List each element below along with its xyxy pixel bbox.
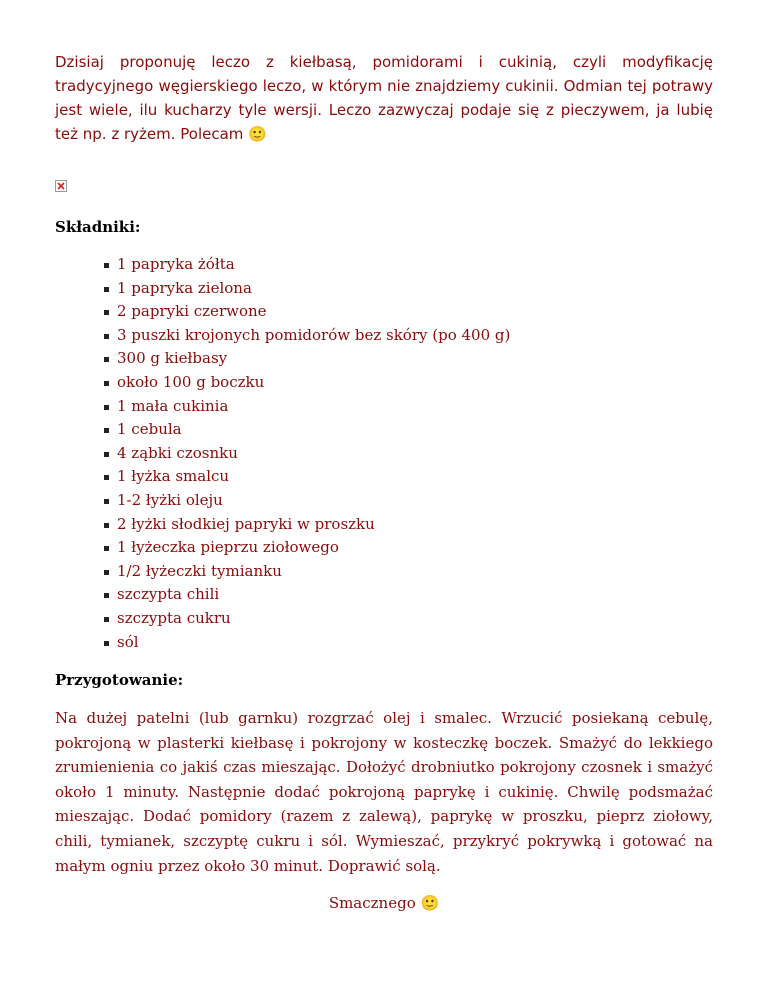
- list-item: [102, 536, 713, 560]
- ingredient-text: 300 g kiełbasy: [117, 349, 228, 368]
- list-item: [102, 560, 713, 584]
- list-item: [102, 442, 713, 466]
- list-item: [102, 489, 713, 513]
- list-item: [102, 253, 713, 277]
- ingredient-text: 1-2 łyżki oleju: [117, 490, 223, 509]
- list-item: [102, 583, 713, 607]
- bullet-icon: [104, 405, 109, 410]
- bullet-icon: [104, 428, 109, 433]
- bullet-icon: [104, 381, 109, 386]
- bullet-icon: [104, 475, 109, 480]
- ingredient-text: szczypta chili: [117, 585, 220, 604]
- bullet-icon: [104, 334, 109, 339]
- list-item: [102, 395, 713, 419]
- list-item: [102, 371, 713, 395]
- ingredient-text: 1 mała cukinia: [117, 396, 229, 415]
- list-item: [102, 418, 713, 442]
- ingredient-text: 2 łyżki słodkiej papryki w proszku: [117, 514, 375, 533]
- list-item: [102, 324, 713, 348]
- ingredient-text: 4 ząbki czosnku: [117, 443, 238, 462]
- ingredients-heading: Składniki:: [55, 218, 141, 236]
- bullet-icon: [104, 546, 109, 551]
- ingredient-text: 2 papryki czerwone: [117, 302, 267, 321]
- ingredient-text: 1 cebula: [117, 420, 182, 439]
- ingredient-text: 3 puszki krojonych pomidorów bez skóry (po 400 g): [117, 325, 511, 344]
- preparation-paragraph: Na dużej patelni (lub garnku) rozgrzać olej i smalec. Wrzucić posiekaną cebulę, pokrojoną w plasterki kiełbasę i pokrojony w kosteczkę boczek. Smażyć do lekkiego zrumienienia co jakiś czas mieszając. Dołożyć drobniutko pokrojony czosnek i smażyć około 1 minuty. Następnie dodać pokrojoną paprykę i cukinię. Chwilę podsmażać mieszając. Dodać pomidory (razem z zalewą), paprykę w proszku, pieprz ziołowy, chili, tymianek, szczyptę cukru i sól. Wymieszać, przykryć pokrywką i gotować na małym ogniu przez około 30 minut. Doprawić solą.: [55, 709, 713, 875]
- intro-paragraph: Dzisiaj proponuję leczo z kiełbasą, pomidorami i cukinią, czyli modyfikację tradycyjnego węgierskiego leczo, w którym nie znajdziemy cukinii. Odmian tej potrawy jest wiele, ilu kucharzy tyle wersji. Leczo zazwyczaj podaje się z pieczywem, ja lubię też np. z ryżem. Polecam 🙂: [55, 53, 713, 143]
- preparation-heading: Przygotowanie:: [55, 671, 184, 690]
- bullet-icon: [104, 523, 109, 528]
- bullet-icon: [104, 357, 109, 362]
- list-item: [102, 607, 713, 631]
- ingredient-text: 1/2 łyżeczki tymianku: [117, 561, 282, 580]
- ingredient-text: około 100 g boczku: [117, 372, 265, 391]
- bullet-icon: [104, 593, 109, 598]
- ingredient-text: 1 papryka żółta: [117, 255, 235, 273]
- list-item: [102, 300, 713, 324]
- ingredients-list: [55, 253, 713, 654]
- bullet-icon: [104, 287, 109, 292]
- list-item: [102, 631, 713, 655]
- bullet-icon: [104, 310, 109, 315]
- recipe-page: [55, 50, 713, 915]
- list-item: [102, 465, 713, 489]
- ingredient-text: 1 papryka zielona: [117, 278, 252, 297]
- list-item: [102, 277, 713, 301]
- ingredient-text: sól: [117, 632, 139, 651]
- bullet-icon: [104, 641, 109, 646]
- ingredient-text: 1 łyżka smalcu: [117, 467, 230, 486]
- list-item: [102, 347, 713, 371]
- bullet-icon: [104, 570, 109, 575]
- bullet-icon: [104, 452, 109, 457]
- ingredient-text: 1 łyżeczka pieprzu ziołowego: [117, 538, 339, 557]
- ingredient-text: szczypta cukru: [117, 608, 231, 627]
- bullet-icon: [104, 263, 109, 268]
- closing-text: Smacznego 🙂: [328, 894, 440, 913]
- broken-image-icon: [55, 180, 67, 192]
- bullet-icon: [104, 617, 109, 622]
- list-item: [102, 513, 713, 537]
- bullet-icon: [104, 499, 109, 504]
